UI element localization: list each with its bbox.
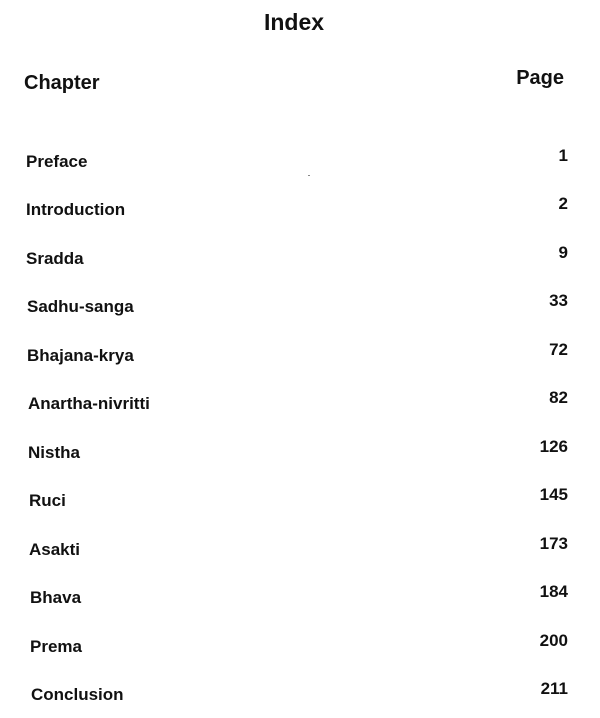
chapter-name: Anartha-nivritti — [28, 394, 150, 413]
chapter-name: Prema — [30, 637, 82, 656]
index-entry — [0, 679, 600, 703]
index-title: Index — [263, 9, 325, 35]
chapter-column-header: Chapter — [24, 72, 100, 94]
chapter-name: Sradda — [26, 249, 84, 268]
page-number: 173 — [539, 534, 568, 553]
index-entry — [0, 340, 600, 364]
page-number: 1 — [558, 146, 568, 165]
index-entry — [0, 291, 600, 315]
chapter-name: Ruci — [29, 491, 66, 510]
chapter-name: Nistha — [28, 443, 80, 462]
index-entry — [0, 485, 600, 509]
chapter-name: Introduction — [26, 200, 126, 219]
index-entry — [0, 243, 600, 267]
index-entry — [0, 146, 600, 170]
chapter-name: Asakti — [29, 540, 81, 559]
page-number: 184 — [539, 582, 568, 601]
page-number: 82 — [549, 388, 568, 407]
index-entry — [0, 437, 600, 461]
page-number: 211 — [540, 679, 568, 698]
chapter-name: Sadhu-sanga — [27, 297, 134, 316]
page-column-header: Page — [516, 67, 564, 89]
index-entry — [0, 194, 600, 218]
page-number: 145 — [539, 485, 568, 504]
chapter-name: Preface — [26, 152, 88, 171]
index-entry — [0, 631, 600, 655]
index-entry — [0, 534, 600, 558]
page-number: 200 — [539, 631, 568, 650]
index-entry — [0, 388, 600, 412]
page-number: 72 — [549, 340, 568, 359]
page-number: 33 — [549, 291, 568, 310]
page-number: 126 — [539, 437, 568, 456]
chapter-name: Bhava — [30, 588, 82, 607]
page-number: 2 — [558, 194, 568, 213]
index-entry — [0, 582, 600, 606]
page-number: 9 — [558, 243, 568, 262]
scan-speck — [308, 175, 310, 176]
chapter-name: Bhajana-krya — [27, 346, 134, 365]
chapter-name: Conclusion — [31, 685, 124, 704]
